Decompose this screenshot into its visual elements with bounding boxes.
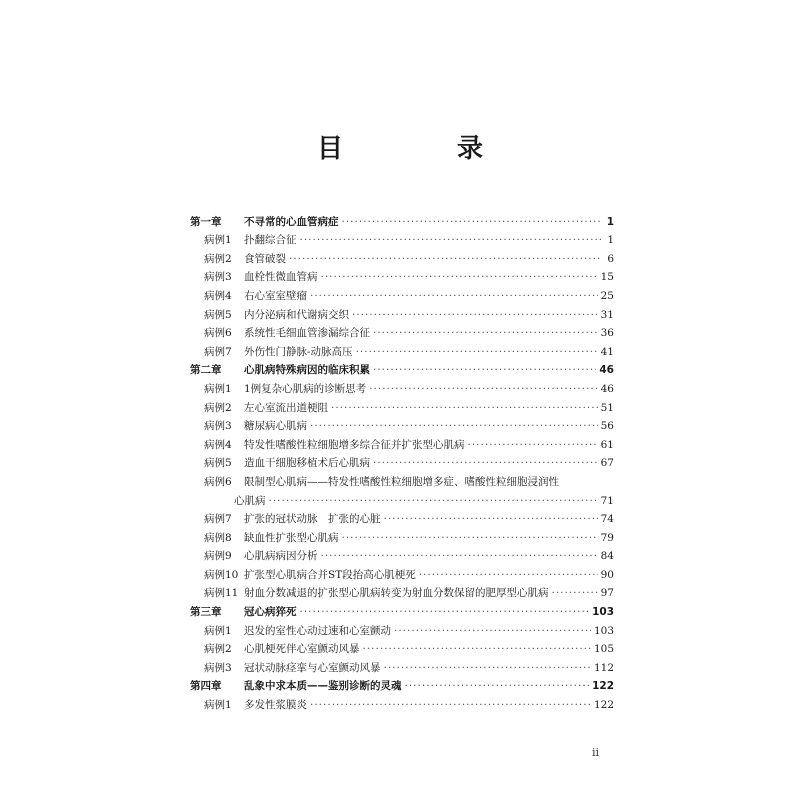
table-of-contents xyxy=(190,210,614,712)
toc-entry-number: 病例3 xyxy=(204,661,232,674)
toc-entry-number: 病例7 xyxy=(204,513,232,526)
toc-entry-title: 右心室室壁瘤 xyxy=(244,289,307,302)
toc-entry-number: 病例1 xyxy=(204,699,232,712)
toc-entry-number: 病例2 xyxy=(204,643,232,656)
toc-entry-page: 25 xyxy=(600,289,614,302)
toc-leader-dots xyxy=(363,642,591,656)
footer-page-number: ii xyxy=(592,746,600,759)
toc-entry-title: 心肌病 xyxy=(234,494,266,507)
toc-leader-dots xyxy=(419,568,598,582)
toc-leader-dots xyxy=(405,679,590,693)
toc-entry-page: 67 xyxy=(600,457,614,470)
toc-entry-row[interactable] xyxy=(190,247,614,266)
toc-entry-page: 90 xyxy=(600,568,614,581)
toc-entry-row[interactable] xyxy=(190,229,614,248)
toc-entry-title: 限制型心肌病——特发性嗜酸性粒细胞增多症、嗜酸性粒细胞浸润性 xyxy=(244,475,559,488)
toc-entry-title: 迟发的室性心动过速和心室颤动 xyxy=(244,624,391,637)
toc-leader-dots xyxy=(310,698,591,712)
toc-entry-row[interactable] xyxy=(190,340,614,359)
toc-entry-row[interactable] xyxy=(190,470,614,489)
toc-entry-title: 内分泌病和代谢病交织 xyxy=(244,308,349,321)
toc-leader-dots xyxy=(394,624,591,638)
toc-leader-dots xyxy=(269,494,598,508)
toc-leader-dots xyxy=(289,252,601,266)
toc-leader-dots xyxy=(321,549,598,563)
page-title: 目 录 xyxy=(316,134,527,164)
toc-entry-number: 第一章 xyxy=(190,215,222,228)
toc-entry-page: 84 xyxy=(600,550,614,563)
toc-entry-page: 6 xyxy=(607,252,614,265)
toc-entry-title: 射血分数减退的扩张型心肌病转变为射血分数保留的肥厚型心肌病 xyxy=(244,587,549,600)
toc-entry-page: 112 xyxy=(593,661,614,674)
toc-entry-number: 第四章 xyxy=(190,680,222,693)
toc-entry-row[interactable] xyxy=(190,322,614,341)
toc-leader-dots xyxy=(468,438,598,452)
toc-entry-title: 缺血性扩张型心肌病 xyxy=(244,531,339,544)
toc-entry-title: 心肌病病因分析 xyxy=(244,550,318,563)
toc-leader-dots xyxy=(373,363,596,377)
toc-entry-page: 41 xyxy=(600,345,614,358)
toc-entry-row[interactable] xyxy=(190,303,614,322)
toc-entry-number: 病例10 xyxy=(204,568,239,581)
toc-entry-title: 1例复杂心肌病的诊断思考 xyxy=(244,382,367,395)
toc-entry-page: 103 xyxy=(592,606,614,619)
toc-entry-row[interactable] xyxy=(190,433,614,452)
toc-entry-page: 31 xyxy=(600,308,614,321)
toc-entry-number: 病例3 xyxy=(204,420,232,433)
toc-entry-row[interactable] xyxy=(190,526,614,545)
toc-entry-number: 病例3 xyxy=(204,271,232,284)
toc-entry-page: 103 xyxy=(593,624,614,637)
toc-chapter-row[interactable] xyxy=(190,675,614,694)
toc-entry-number: 病例9 xyxy=(204,550,232,563)
toc-entry-page: 36 xyxy=(600,327,614,340)
toc-entry-number: 病例4 xyxy=(204,438,232,451)
toc-entry-number: 病例1 xyxy=(204,624,232,637)
toc-entry-row[interactable] xyxy=(190,266,614,285)
toc-entry-title: 扩张的冠状动脉 扩张的心脏 xyxy=(244,513,381,526)
toc-entry-number: 第二章 xyxy=(190,364,222,377)
toc-entry-title: 心肌梗死伴心室颤动风暴 xyxy=(244,643,360,656)
toc-entry-page: 79 xyxy=(600,531,614,544)
toc-leader-dots xyxy=(300,233,602,247)
toc-entry-page: 74 xyxy=(600,513,614,526)
toc-entry-number: 病例5 xyxy=(204,308,232,321)
toc-leader-dots xyxy=(342,531,598,545)
toc-entry-page: 51 xyxy=(600,401,614,414)
toc-leader-dots xyxy=(373,326,598,340)
toc-entry-page: 122 xyxy=(592,680,614,693)
toc-entry-title: 食管破裂 xyxy=(244,252,286,265)
toc-entry-row[interactable] xyxy=(190,489,614,508)
toc-entry-title: 系统性毛细血管渗漏综合征 xyxy=(244,327,370,340)
toc-entry-row[interactable] xyxy=(190,396,614,415)
toc-entry-number: 病例1 xyxy=(204,234,232,247)
toc-entry-number: 病例7 xyxy=(204,345,232,358)
toc-entry-number: 病例6 xyxy=(204,327,232,340)
toc-entry-row[interactable] xyxy=(190,415,614,434)
toc-entry-row[interactable] xyxy=(190,693,614,712)
toc-entry-number: 病例2 xyxy=(204,252,232,265)
toc-entry-row[interactable] xyxy=(190,582,614,601)
toc-entry-title: 冠状动脉痉挛与心室颤动风暴 xyxy=(244,661,381,674)
toc-entry-row[interactable] xyxy=(190,638,614,657)
toc-entry-page: 97 xyxy=(600,587,614,600)
toc-leader-dots xyxy=(331,401,598,415)
toc-entry-page: 46 xyxy=(600,382,614,395)
toc-leader-dots xyxy=(321,270,598,284)
toc-entry-number: 病例8 xyxy=(204,531,232,544)
toc-entry-page: 1 xyxy=(606,215,614,228)
toc-leader-dots xyxy=(384,512,598,526)
toc-entry-page: 15 xyxy=(600,271,614,284)
toc-leader-dots xyxy=(384,661,591,675)
toc-entry-title: 心肌病特殊病因的临床积累 xyxy=(244,364,370,377)
toc-entry-title: 特发性嗜酸性粒细胞增多综合征并扩张型心肌病 xyxy=(244,438,465,451)
toc-entry-number: 病例6 xyxy=(204,475,232,488)
toc-entry-title: 左心室流出道梗阻 xyxy=(244,401,328,414)
toc-entry-number: 病例11 xyxy=(204,587,239,600)
toc-entry-page: 105 xyxy=(593,643,614,656)
toc-entry-title: 外伤性门静脉-动脉高压 xyxy=(244,345,353,358)
toc-leader-dots xyxy=(369,382,597,396)
toc-leader-dots xyxy=(310,289,598,303)
toc-entry-title: 扑翻综合征 xyxy=(244,234,297,247)
toc-entry-row[interactable] xyxy=(190,508,614,527)
toc-entry-row[interactable] xyxy=(190,656,614,675)
toc-entry-row[interactable] xyxy=(190,284,614,303)
toc-leader-dots xyxy=(356,345,598,359)
toc-leader-dots xyxy=(310,419,598,433)
toc-entry-page: 61 xyxy=(600,438,614,451)
toc-leader-dots xyxy=(300,605,590,619)
toc-entry-page: 71 xyxy=(600,494,614,507)
toc-entry-page: 46 xyxy=(599,364,614,377)
toc-leader-dots xyxy=(373,456,598,470)
toc-entry-row[interactable] xyxy=(190,619,614,638)
toc-entry-title: 血栓性微血管病 xyxy=(244,271,318,284)
toc-entry-number: 病例5 xyxy=(204,457,232,470)
toc-entry-title: 扩张型心肌病合并ST段抬高心肌梗死 xyxy=(244,568,416,581)
toc-entry-page: 1 xyxy=(607,234,614,247)
toc-entry-page: 56 xyxy=(600,420,614,433)
toc-chapter-row[interactable] xyxy=(190,359,614,378)
toc-entry-row[interactable] xyxy=(190,563,614,582)
toc-entry-page: 122 xyxy=(593,699,614,712)
toc-leader-dots xyxy=(342,215,602,229)
toc-entry-row[interactable] xyxy=(190,452,614,471)
toc-entry-number: 病例2 xyxy=(204,401,232,414)
toc-entry-title: 冠心病猝死 xyxy=(244,606,297,619)
toc-entry-number: 病例4 xyxy=(204,289,232,302)
toc-entry-title: 多发性浆膜炎 xyxy=(244,699,307,712)
toc-leader-dots xyxy=(352,308,598,322)
toc-chapter-row[interactable] xyxy=(190,600,614,619)
toc-entry-row[interactable] xyxy=(190,545,614,564)
toc-entry-title: 不寻常的心血管病症 xyxy=(244,215,339,228)
toc-entry-number: 病例1 xyxy=(204,382,232,395)
toc-leader-dots xyxy=(552,586,598,600)
toc-entry-row[interactable] xyxy=(190,377,614,396)
toc-entry-number: 第三章 xyxy=(190,606,222,619)
toc-entry-title: 造血干细胞移植术后心肌病 xyxy=(244,457,370,470)
toc-entry-title: 乱象中求本质——鉴别诊断的灵魂 xyxy=(244,680,402,693)
toc-entry-title: 糖尿病心肌病 xyxy=(244,420,307,433)
toc-chapter-row[interactable] xyxy=(190,210,614,229)
